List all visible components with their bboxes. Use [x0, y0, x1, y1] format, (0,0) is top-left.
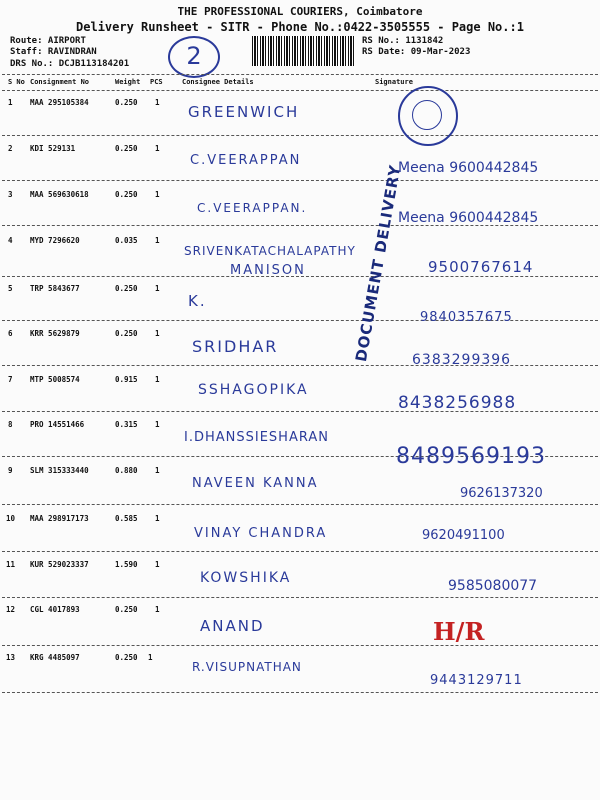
row-13-consignment: KRG 4485097 — [30, 653, 80, 662]
row-11-consignment: KUR 529023337 — [30, 560, 89, 569]
row-9-weight: 0.880 — [115, 466, 138, 475]
row-8-consignee: I.DHANSSIESHARAN — [184, 430, 329, 445]
row-4-consignee-line2: MANISON — [230, 263, 306, 278]
row-1-consignment: MAA 295105384 — [30, 98, 89, 107]
row-5-pcs: 1 — [155, 284, 160, 293]
row-13-consignee: R.VISUPNATHAN — [192, 660, 302, 674]
row-11-sno: 11 — [6, 560, 16, 569]
row-1-sno: 1 — [8, 98, 13, 107]
row-12-consignee: ANAND — [200, 617, 265, 635]
drs-number: DRS No.: DCJB113184201 — [10, 59, 130, 69]
row-9-consignment: SLM 315333440 — [30, 466, 89, 475]
row-4-weight: 0.035 — [115, 236, 138, 245]
row-9-pcs: 1 — [155, 466, 160, 475]
row-7-weight: 0.915 — [115, 375, 138, 384]
row-9-signature: 9626137320 — [460, 486, 543, 501]
row-divider — [2, 135, 598, 136]
company-seal-inner — [412, 100, 442, 130]
row-divider — [2, 597, 598, 598]
barcode — [252, 36, 355, 66]
row-2-consignee: C.VEERAPPAN — [190, 153, 302, 168]
row-12-sno: 12 — [6, 605, 16, 614]
row-2-consignment: KDI 529131 — [30, 144, 76, 153]
row-9-consignee: NAVEEN KANNA — [192, 476, 319, 491]
row-6-consignee: SRIDHAR — [192, 337, 279, 356]
row-8-signature: 8489569193 — [396, 444, 546, 469]
row-4-signature: 9500767614 — [428, 258, 534, 276]
col-weight: Weight — [115, 78, 141, 86]
row-1-weight: 0.250 — [115, 98, 138, 107]
row-13-signature: 9443129711 — [430, 673, 523, 688]
row-8-weight: 0.315 — [115, 420, 138, 429]
row-12-consignment: CGL 4017893 — [30, 605, 80, 614]
row-5-consignment: TRP 5843677 — [30, 284, 80, 293]
col-signature: Signature — [375, 78, 413, 86]
row-11-weight: 1.590 — [115, 560, 138, 569]
row-10-sno: 10 — [6, 514, 16, 523]
row-4-consignee: SRIVENKATACHALAPATHY — [184, 244, 356, 258]
row-13-sno: 13 — [6, 653, 16, 662]
row-13-weight: 0.250 — [115, 653, 138, 662]
row-11-signature: 9585080077 — [448, 578, 538, 594]
row-7-consignee: SSHAGOPIKA — [198, 382, 309, 398]
row-10-pcs: 1 — [155, 514, 160, 523]
row-7-sno: 7 — [8, 375, 13, 384]
row-4-pcs: 1 — [155, 236, 160, 245]
row-6-consignment: KRR 5629879 — [30, 329, 80, 338]
col-sno: S No — [8, 78, 25, 86]
row-divider — [2, 180, 598, 181]
col-consignee: Consignee Details — [182, 78, 254, 86]
row-3-signature: Meena 9600442845 — [398, 210, 539, 226]
col-consignment: Consignment No — [30, 78, 90, 86]
row-3-pcs: 1 — [155, 190, 160, 199]
divider — [2, 74, 598, 75]
rs-date: RS Date: 09-Mar-2023 — [362, 47, 471, 57]
row-1-consignee: GREENWICH — [188, 103, 300, 121]
circled-page-mark: 2 — [168, 36, 220, 78]
row-5-sno: 5 — [8, 284, 13, 293]
row-5-weight: 0.250 — [115, 284, 138, 293]
row-10-consignee: VINAY CHANDRA — [194, 526, 328, 541]
row-5-signature: 9840357675 — [420, 310, 513, 325]
divider — [2, 90, 598, 91]
row-12-pcs: 1 — [155, 605, 160, 614]
row-3-sno: 3 — [8, 190, 13, 199]
row-3-consignment: MAA 569630618 — [30, 190, 89, 199]
row-8-consignment: PRO 14551466 — [30, 420, 85, 429]
row-9-sno: 9 — [8, 466, 13, 475]
col-pcs: PCS — [150, 78, 163, 86]
row-divider — [2, 551, 598, 552]
row-8-sno: 8 — [8, 420, 13, 429]
row-10-weight: 0.585 — [115, 514, 138, 523]
row-12-weight: 0.250 — [115, 605, 138, 614]
row-3-consignee: C.VEERAPPAN. — [197, 201, 308, 215]
rs-number: RS No.: 1131842 — [362, 36, 444, 46]
row-7-signature: 8438256988 — [398, 393, 517, 413]
row-4-sno: 4 — [8, 236, 13, 245]
row-2-signature: Meena 9600442845 — [398, 160, 539, 176]
row-7-consignment: MTP 5008574 — [30, 375, 80, 384]
row-6-sno: 6 — [8, 329, 13, 338]
row-divider — [2, 692, 598, 693]
company-title: THE PROFESSIONAL COURIERS, Coimbatore — [177, 5, 423, 18]
row-2-weight: 0.250 — [115, 144, 138, 153]
row-11-pcs: 1 — [155, 560, 160, 569]
row-divider — [2, 645, 598, 646]
route-label: Route: AIRPORT — [10, 36, 86, 46]
row-6-pcs: 1 — [155, 329, 160, 338]
row-divider — [2, 504, 598, 505]
row-1-pcs: 1 — [155, 98, 160, 107]
row-12-signature: H/R — [433, 617, 485, 646]
row-2-sno: 2 — [8, 144, 13, 153]
row-7-pcs: 1 — [155, 375, 160, 384]
row-2-pcs: 1 — [155, 144, 160, 153]
row-6-weight: 0.250 — [115, 329, 138, 338]
row-8-pcs: 1 — [155, 420, 160, 429]
row-3-weight: 0.250 — [115, 190, 138, 199]
row-11-consignee: KOWSHIKA — [200, 570, 292, 586]
runsheet-title: Delivery Runsheet - SITR - Phone No.:0422-3505555 - Page No.:1 — [76, 20, 524, 34]
row-6-signature: 6383299396 — [412, 352, 512, 368]
document-delivery-stamp: DOCUMENT DELIVERY — [352, 163, 405, 364]
row-4-consignment: MYD 7296620 — [30, 236, 80, 245]
row-10-signature: 9620491100 — [422, 528, 505, 543]
row-5-consignee: K. — [188, 292, 207, 310]
row-10-consignment: MAA 298917173 — [30, 514, 89, 523]
row-13-pcs: 1 — [148, 653, 153, 662]
staff-label: Staff: RAVINDRAN — [10, 47, 97, 57]
